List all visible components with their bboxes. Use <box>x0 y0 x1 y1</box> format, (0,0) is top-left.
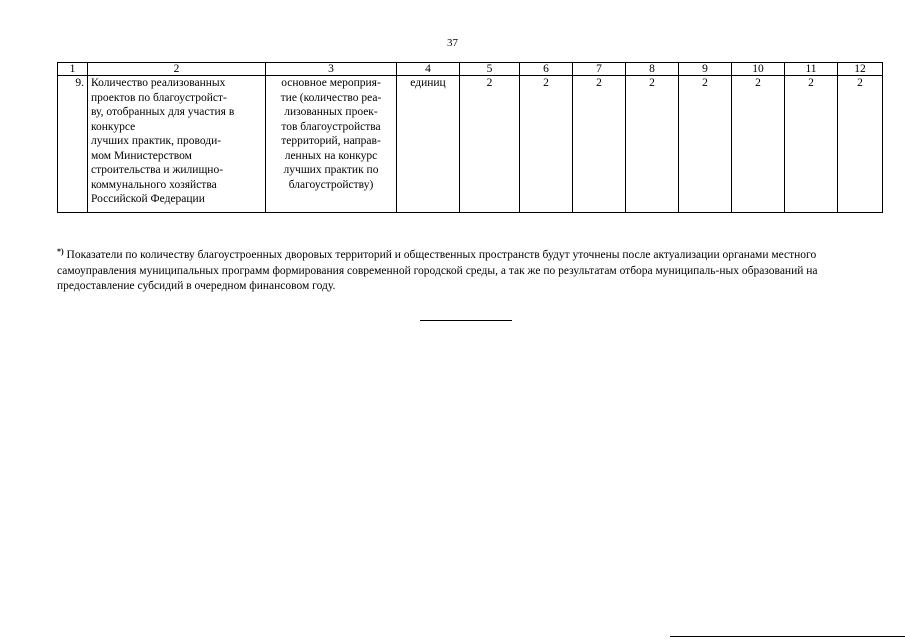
bottom-rule <box>670 636 905 637</box>
header-cell: 8 <box>626 63 679 76</box>
value-cell: 2 <box>626 76 679 213</box>
header-cell: 6 <box>520 63 573 76</box>
footnote <box>57 244 869 295</box>
value-cell: 2 <box>679 76 732 213</box>
table-row <box>58 76 883 213</box>
value-cell: 2 <box>520 76 573 213</box>
indicators-table <box>57 62 883 213</box>
unit-cell: единиц <box>397 76 460 213</box>
header-cell: 10 <box>732 63 785 76</box>
header-cell: 2 <box>88 63 266 76</box>
row-number: 9. <box>58 76 88 213</box>
header-cell: 5 <box>460 63 520 76</box>
value-cell: 2 <box>838 76 883 213</box>
footnote-mark: *) <box>57 247 64 256</box>
header-cell: 4 <box>397 63 460 76</box>
value-cell: 2 <box>573 76 626 213</box>
header-cell: 11 <box>785 63 838 76</box>
section-divider <box>420 320 512 321</box>
page-number: 37 <box>447 37 458 49</box>
header-cell: 1 <box>58 63 88 76</box>
value-cell: 2 <box>732 76 785 213</box>
header-cell: 3 <box>266 63 397 76</box>
value-cell: 2 <box>785 76 838 213</box>
header-cell: 7 <box>573 63 626 76</box>
footnote-text: Показатели по количеству благоустроенных дворовых территорий и общественных пространств будут уточнены после актуализации органами местного самоуправления муниципальных программ формирования современной городской среды, а так же по результатам отбора муниципаль-ных образований на предоставление субсидий в очередном финансовом году. <box>57 249 818 292</box>
header-cell: 9 <box>679 63 732 76</box>
table-header-row <box>58 63 883 76</box>
event-description: основное мероприя- тие (количество реа- лизованных проек- тов благоустройства территорий, направ- ленных на конкурс лучших практик по благоустройству) <box>266 76 397 213</box>
header-cell: 12 <box>838 63 883 76</box>
value-cell: 2 <box>460 76 520 213</box>
indicator-name: Количество реализованных проектов по благоустройст- ву, отобранных для участия в конкурсе лучших практик, проводи- мом Министерством строительства и жилищно- коммунального хозяйства Российской Федерации <box>88 76 266 213</box>
